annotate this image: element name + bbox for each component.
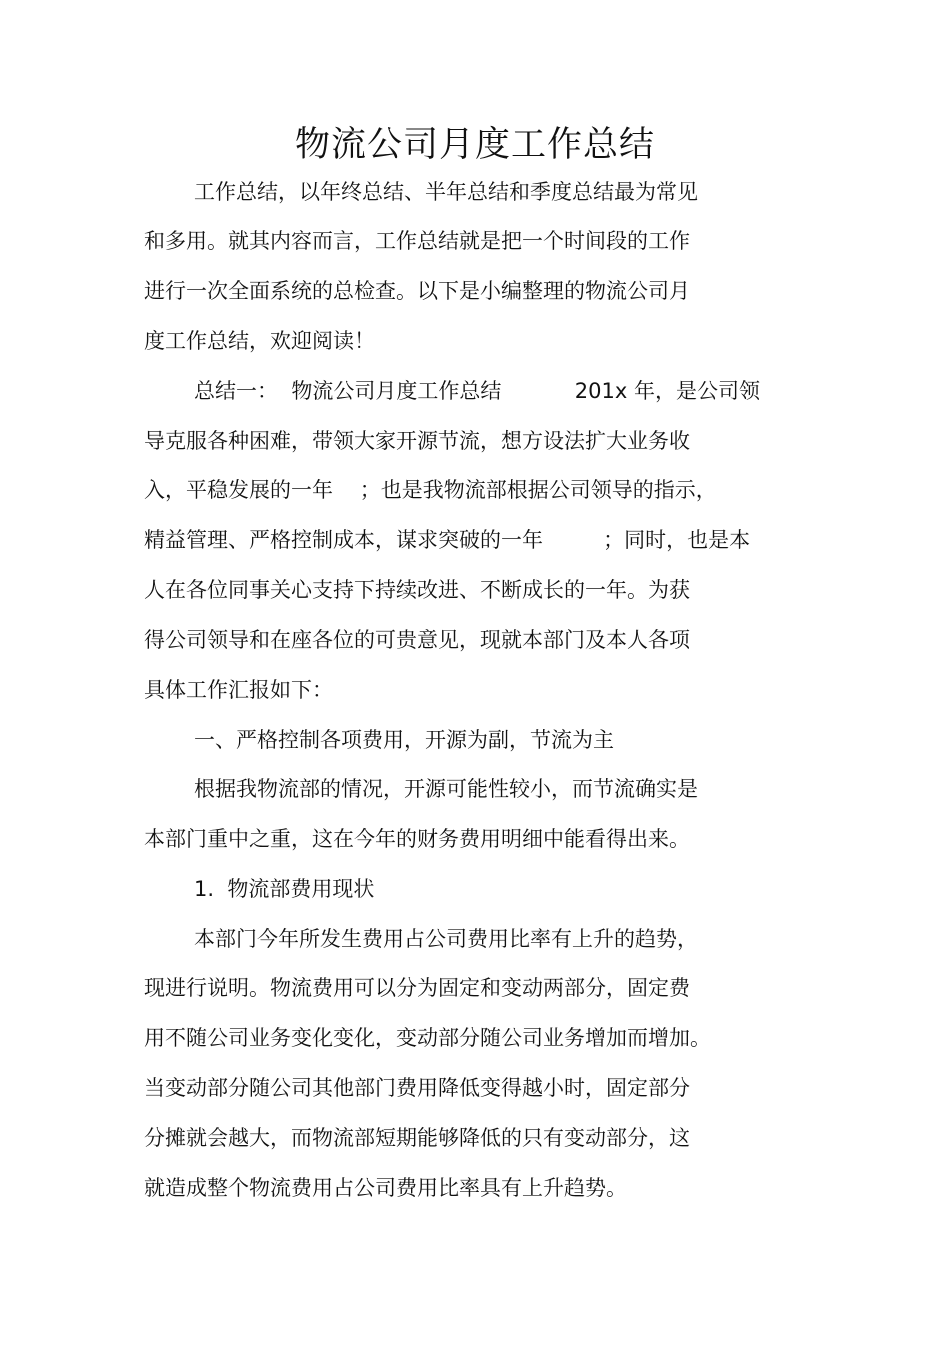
body-line: 进行一次全面系统的总检查。以下是小编整理的物流公司月 [144,279,690,303]
body-line: 和多用。就其内容而言，工作总结就是把一个时间段的工作 [144,229,690,253]
body-line: 具体工作汇报如下： [144,678,333,702]
body-line: 工作总结，以年终总结、半年总结和季度总结最为常见 [194,180,698,204]
body-line: 根据我物流部的情况，开源可能性较小，而节流确实是 [194,777,698,801]
body-line: 就造成整个物流费用占公司费用比率具有上升趋势。 [144,1176,627,1200]
body-line: 导克服各种困难，带领大家开源节流，想方设法扩大业务收 [144,429,690,453]
document-title: 物流公司月度工作总结 [294,125,655,165]
body-line: 度工作总结，欢迎阅读！ [144,329,375,353]
body-line: 分摊就会越大，而物流部短期能够降低的只有变动部分，这 [144,1126,690,1150]
body-line: 人在各位同事关心支持下持续改进、不断成长的一年。为获 [144,578,690,602]
body-line: 得公司领导和在座各位的可贵意见，现就本部门及本人各项 [144,628,690,652]
body-line: 总结一： 物流公司月度工作总结 201x 年，是公司领 [194,379,760,403]
body-line: 用不随公司业务变化变化，变动部分随公司业务增加而增加。 [144,1026,711,1050]
body-line: 精益管理、严格控制成本，谋求突破的一年 ；同时，也是本 [144,528,751,552]
section-heading: 一、严格控制各项费用，开源为副，节流为主 [194,728,614,752]
body-line: 本部门今年所发生费用占公司费用比率有上升的趋势， [194,927,698,951]
body-line: 当变动部分随公司其他部门费用降低变得越小时，固定部分 [144,1076,690,1100]
body-line: 入，平稳发展的一年 ；也是我物流部根据公司领导的指示， [144,478,717,502]
body-line: 现进行说明。物流费用可以分为固定和变动两部分，固定费 [144,976,690,1000]
subsection-heading: 1. 物流部费用现状 [194,877,375,901]
body-line: 本部门重中之重，这在今年的财务费用明细中能看得出来。 [144,827,690,851]
